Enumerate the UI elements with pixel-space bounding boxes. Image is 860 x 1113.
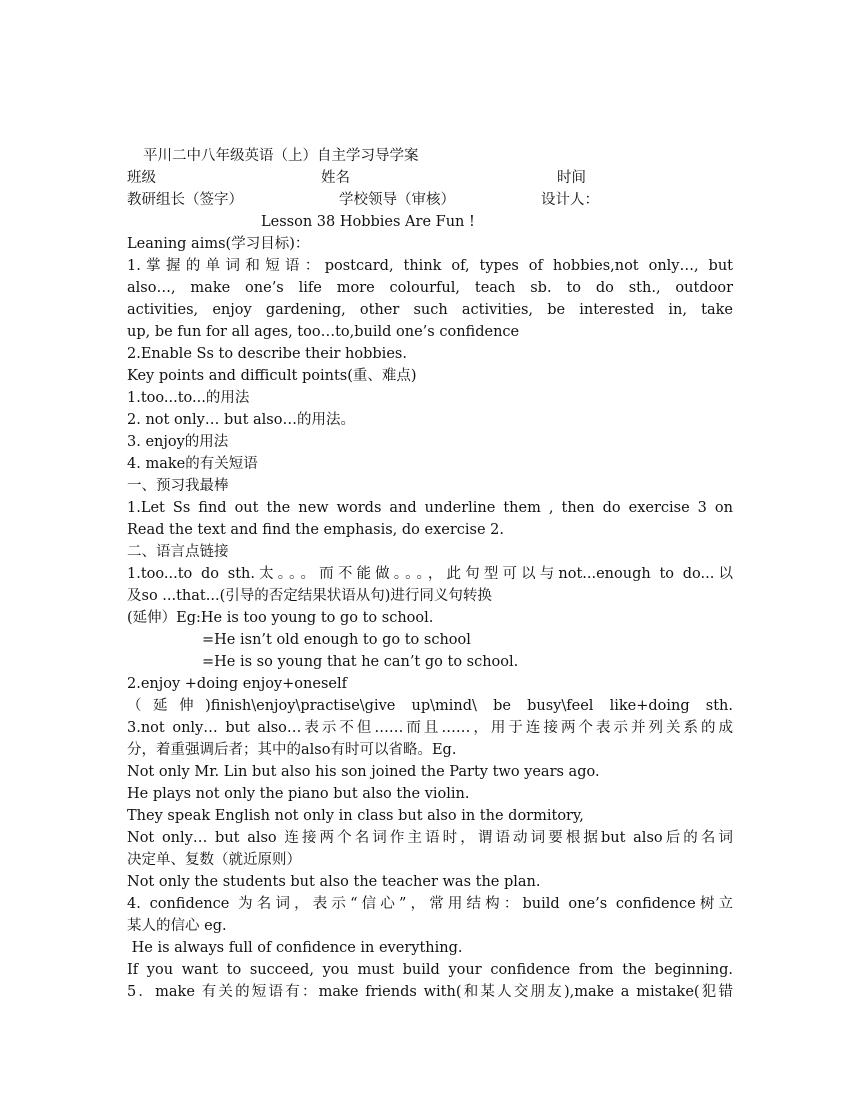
text-line: Not only the students but also the teacher was the plan. bbox=[127, 874, 541, 890]
text-line: =He is so young that he can’t go to school. bbox=[202, 654, 519, 670]
text-line: Not only Mr. Lin but also his son joined the Party two years ago. bbox=[127, 764, 600, 780]
leader-signature-label: 教研组长（签字） bbox=[127, 192, 243, 208]
section-heading-language-points: 二、语言点链接 bbox=[127, 544, 229, 560]
header-info-row bbox=[127, 167, 733, 189]
text-line: 3.not only… but also…表示不但……而且……，用于连接两个表示并列关系的成 bbox=[127, 720, 733, 736]
text-line: up, be fun for all ages, too…to,build one’s confidence bbox=[127, 324, 520, 340]
name-label: 姓名 bbox=[321, 170, 350, 186]
text-line: If you want to succeed, you must build your confidence from the beginning. bbox=[127, 962, 733, 978]
text-line: He plays not only the piano but also the violin. bbox=[127, 786, 470, 802]
text-line: 4. confidence 为名词，表示“信心”，常用结构：build one’s confidence树立 bbox=[127, 896, 733, 912]
text-line: 分，着重强调后者；其中的also有时可以省略。Eg. bbox=[127, 742, 457, 758]
text-line: 决定单、复数（就近原则） bbox=[127, 852, 301, 868]
time-label: 时间 bbox=[557, 170, 586, 186]
document-title: 平川二中八年级英语（上）自主学习导学案 bbox=[143, 148, 419, 164]
text-line: He is always full of confidence in everything. bbox=[127, 940, 463, 956]
text-line: 及so ...that...(引导的否定结果状语从句)进行同义句转换 bbox=[127, 588, 492, 604]
text-line: 2. not only… but also…的用法。 bbox=[127, 412, 355, 428]
class-label: 班级 bbox=[127, 170, 156, 186]
designer-label: 设计人： bbox=[541, 192, 599, 208]
text-line: (延伸）Eg:He is too young to go to school. bbox=[127, 610, 434, 626]
lesson-title: Lesson 38 Hobbies Are Fun ! bbox=[261, 214, 475, 230]
key-points-heading: Key points and difficult points(重、难点) bbox=[127, 368, 417, 384]
text-line: 某人的信心 eg. bbox=[127, 918, 227, 934]
text-line: =He isn’t old enough to go to school bbox=[202, 632, 471, 648]
text-line: 5．make 有关的短语有：make friends with(和某人交朋友),make a mistake(犯错 bbox=[127, 984, 733, 1000]
section-heading-preview: 一、预习我最棒 bbox=[127, 478, 229, 494]
text-line: 3. enjoy的用法 bbox=[127, 434, 229, 450]
text-line: 1.掌握的单词和短语：postcard, think of, types of hobbies,not only…, but bbox=[127, 258, 733, 274]
header-sign-row bbox=[127, 189, 733, 211]
school-review-label: 学校领导（审核） bbox=[339, 192, 455, 208]
text-line: also…, make one’s life more colourful, teach sb. to do sth., outdoor bbox=[127, 280, 733, 296]
text-line: Read the text and find the emphasis, do exercise 2. bbox=[127, 522, 504, 538]
text-line: 1.too...to do sth.太。。。而不能做。。。，此句型可以与not...enough to do...以 bbox=[127, 566, 733, 582]
document-body bbox=[127, 145, 733, 1003]
text-line: 1.Let Ss find out the new words and underline them , then do exercise 3 on bbox=[127, 500, 733, 516]
aims-heading: Leaning aims(学习目标)： bbox=[127, 236, 310, 252]
text-line: 2.enjoy +doing enjoy+oneself bbox=[127, 676, 347, 692]
text-line: 1.too...to...的用法 bbox=[127, 390, 250, 406]
text-line: （延伸)finish\enjoy\practise\give up\mind\ be busy\feel like+doing sth. bbox=[127, 698, 733, 714]
text-line: They speak English not only in class but also in the dormitory, bbox=[127, 808, 584, 824]
text-line: activities, enjoy gardening, other such activities, be interested in, take bbox=[127, 302, 733, 318]
text-line: 4. make的有关短语 bbox=[127, 456, 258, 472]
text-line: 2.Enable Ss to describe their hobbies. bbox=[127, 346, 407, 362]
text-line: Not only… but also 连接两个名词作主语时，谓语动词要根据but also后的名词 bbox=[127, 830, 733, 846]
